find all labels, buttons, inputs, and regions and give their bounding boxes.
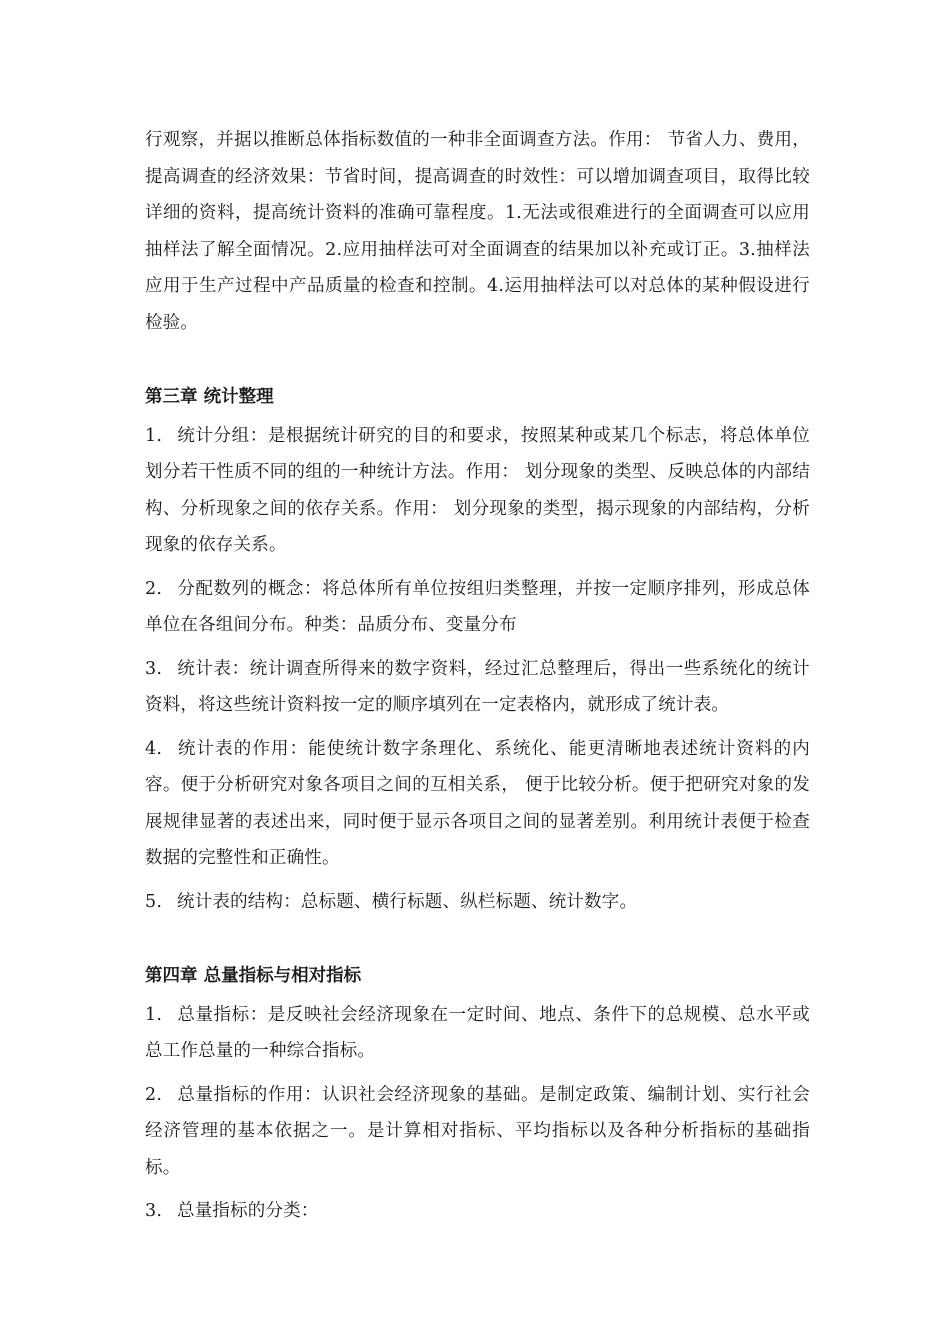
item-number: 3. — [145, 658, 163, 679]
list-item — [145, 1193, 810, 1230]
item-text: 统计表的结构：总标题、横行标题、纵栏标题、统计数字。 — [177, 891, 638, 912]
list-item — [145, 418, 810, 564]
list-item — [145, 571, 810, 644]
item-number: 2. — [145, 578, 163, 599]
list-item — [145, 731, 810, 877]
list-item — [145, 884, 810, 921]
item-number: 3. — [145, 1201, 163, 1221]
item-text: 统计表：统计调查所得来的数字资料，经过汇总整理后，得出一些系统化的统计资料，将这些统计资料按一定的顺序填列在一定表格内，就形成了统计表。 — [145, 658, 810, 715]
item-text: 总量指标：是反映社会经济现象在一定时间、地点、条件下的总规模、总水平或总工作总量的一种综合指标。 — [145, 1004, 810, 1061]
item-text: 分配数列的概念：将总体所有单位按组归类整理，并按一定顺序排列，形成总体单位在各组间分布。种类：品质分布、变量分布 — [145, 578, 810, 635]
item-text: 统计分组：是根据统计研究的目的和要求，按照某种或某几个标志，将总体单位划分若干性质不同的组的一种统计方法。作用： 划分现象的类型、反映总体的内部结构、分析现象之间的依存关系。作用： 划分现象的类型，揭示现象的内部结构，分析现象的依存关系。 — [145, 425, 810, 555]
item-number: 4. — [145, 738, 163, 759]
page-content — [145, 122, 810, 1230]
list-item — [145, 997, 810, 1070]
chapter3-heading: 第三章 统计整理 — [145, 387, 274, 407]
item-text: 总量指标的作用：认识社会经济现象的基础。是制定政策、编制计划、实行社会经济管理的基本依据之一。是计算相对指标、平均指标以及各种分析指标的基础指标。 — [145, 1084, 810, 1178]
intro-paragraph: 行观察，并据以推断总体指标数值的一种非全面调查方法。作用： 节省人力、费用，提高调查的经济效果：节省时间，提高调查的时效性：可以增加调查项目，取得比较详细的资料，提高统计资料的准确可靠程度。1.无法或很难进行的全面调查可以应用抽样法了解全面情况。2.应用抽样法可对全面调查的结果加以补充或订正。3.抽样法应用于生产过程中产品质量的检查和控制。4.运用抽样法可以对总体的某种假设进行检验。 — [145, 130, 810, 333]
item-number: 1. — [145, 1004, 163, 1025]
chapter4-heading: 第四章 总量指标与相对指标 — [145, 966, 362, 986]
item-number: 1. — [145, 425, 163, 446]
list-item — [145, 651, 810, 724]
item-number: 2. — [145, 1084, 163, 1105]
list-item — [145, 1077, 810, 1187]
item-text: 总量指标的分类： — [177, 1201, 319, 1221]
item-text: 统计表的作用：能使统计数字条理化、系统化、能更清晰地表述统计资料的内容。便于分析研究对象各项目之间的互相关系， 便于比较分析。便于把研究对象的发展规律显著的表述出来，同时便于显示各项目之间的显著差别。利用统计表便于检查数据的完整性和正确性。 — [145, 738, 810, 868]
item-number: 5. — [145, 891, 163, 912]
